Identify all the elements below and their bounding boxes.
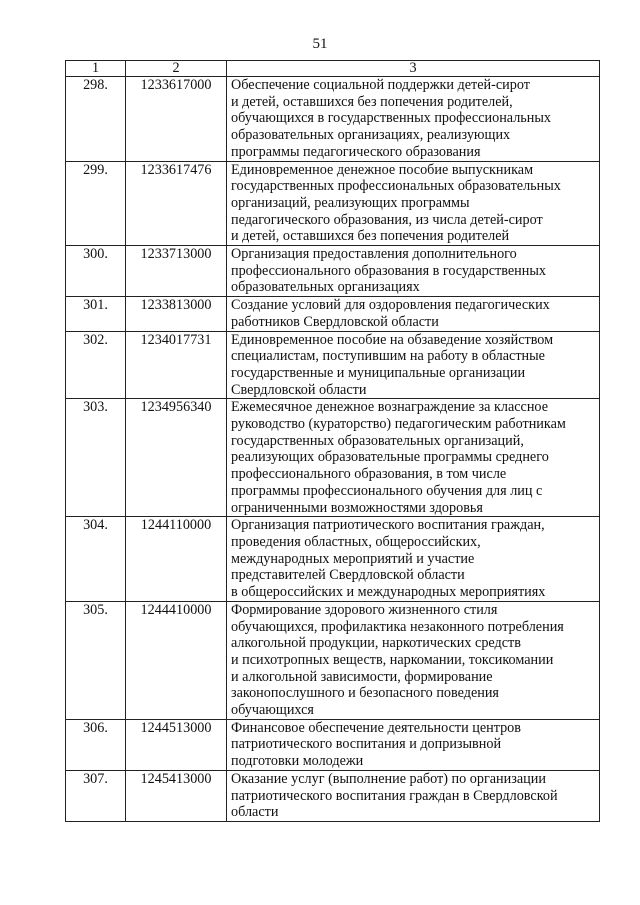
name-line: государственных образовательных организаций, — [231, 432, 524, 449]
row-number-cell: 304. — [66, 517, 126, 602]
name-line: проведения областных, общероссийских, — [231, 533, 481, 550]
name-line: и психотропных веществ, наркомании, токсикомании — [231, 651, 554, 668]
name-cell — [227, 601, 600, 719]
name-cell — [227, 297, 600, 331]
table-row — [66, 719, 600, 770]
table-row — [66, 770, 600, 821]
table-row — [66, 161, 600, 246]
row-number-cell: 300. — [66, 246, 126, 297]
name-line: Единовременное пособие на обзаведение хозяйством — [231, 331, 554, 348]
name-cell — [227, 331, 600, 399]
row-number-cell: 305. — [66, 601, 126, 719]
table-row — [66, 399, 600, 517]
code-cell: 1233713000 — [126, 246, 227, 297]
name-line: реализующих образовательные программы среднего — [231, 449, 549, 466]
row-number-cell: 302. — [66, 331, 126, 399]
name-line: Единовременное денежное пособие выпускникам — [231, 161, 534, 178]
table-row — [66, 601, 600, 719]
column-header-2: 2 — [126, 61, 227, 77]
name-line: Организация предоставления дополнительного — [231, 246, 517, 263]
name-line: и детей, оставшихся без попечения родителей — [231, 228, 510, 245]
row-number-cell: 307. — [66, 770, 126, 821]
name-line: законопослушного и безопасного поведения — [231, 685, 499, 702]
name-line: представителей Свердловской области — [231, 567, 465, 584]
name-cell — [227, 161, 600, 246]
column-header-1: 1 — [66, 61, 126, 77]
table-row — [66, 331, 600, 399]
name-line: программы профессионального обучения для лиц с — [231, 482, 543, 499]
name-cell — [227, 770, 600, 821]
name-line: ограниченными возможностями здоровья — [231, 499, 483, 516]
code-cell: 1233813000 — [126, 297, 227, 331]
name-cell — [227, 719, 600, 770]
code-cell: 1233617000 — [126, 77, 227, 162]
name-line: Обеспечение социальной поддержки детей-сирот — [231, 77, 530, 93]
name-cell — [227, 399, 600, 517]
table-row — [66, 77, 600, 162]
row-number-cell: 301. — [66, 297, 126, 331]
name-line: Формирование здорового жизненного стиля — [231, 601, 498, 618]
name-line: Ежемесячное денежное вознаграждение за классное — [231, 399, 548, 416]
table-row — [66, 246, 600, 297]
code-cell: 1244110000 — [126, 517, 227, 602]
name-line: руководство (кураторство) педагогическим работникам — [231, 416, 566, 433]
row-number-cell: 298. — [66, 77, 126, 162]
name-line: обучающихся в государственных профессиональных — [231, 110, 552, 127]
code-cell: 1244513000 — [126, 719, 227, 770]
name-line: Свердловской области — [231, 381, 367, 398]
page-number: 51 — [312, 36, 328, 52]
row-number-cell: 299. — [66, 161, 126, 246]
name-line: Создание условий для оздоровления педагогических — [231, 297, 550, 314]
budget-codes-table — [65, 60, 600, 822]
name-line: международных мероприятий и участие — [231, 550, 475, 567]
table-header-row — [66, 61, 600, 77]
code-cell: 1233617476 — [126, 161, 227, 246]
name-line: Организация патриотического воспитания граждан, — [231, 517, 545, 534]
name-line: и детей, оставшихся без попечения родителей, — [231, 93, 513, 110]
table-row — [66, 297, 600, 331]
name-line: государственные и муниципальные организации — [231, 364, 526, 381]
name-line: государственных профессиональных образовательных — [231, 178, 561, 195]
name-cell — [227, 77, 600, 162]
name-line: подготовки молодежи — [231, 753, 364, 770]
name-line: образовательных организациях — [231, 279, 420, 296]
name-cell — [227, 517, 600, 602]
name-line: в общероссийских и международных мероприятиях — [231, 584, 546, 601]
name-line: специалистам, поступившим на работу в областные — [231, 348, 545, 365]
name-line: педагогического образования, из числа детей-сирот — [231, 211, 543, 228]
name-line: работников Свердловской области — [231, 313, 439, 330]
row-number-cell: 306. — [66, 719, 126, 770]
name-line: Финансовое обеспечение деятельности центров — [231, 719, 521, 736]
name-line: организаций, реализующих программы — [231, 194, 470, 211]
name-line: программы педагогического образования — [231, 143, 481, 160]
name-line: Оказание услуг (выполнение работ) по организации — [231, 770, 546, 787]
name-line: и алкогольной зависимости, формирование — [231, 668, 493, 685]
name-line: области — [231, 804, 279, 821]
name-line: обучающихся, профилактика незаконного потребления — [231, 618, 564, 635]
code-cell: 1234956340 — [126, 399, 227, 517]
code-cell: 1244410000 — [126, 601, 227, 719]
row-number-cell: 303. — [66, 399, 126, 517]
name-line: профессионального образования в государственных — [231, 262, 546, 279]
code-cell: 1234017731 — [126, 331, 227, 399]
name-line: обучающихся — [231, 702, 314, 719]
table-row — [66, 517, 600, 602]
name-line: образовательных организациях, реализующих — [231, 127, 511, 144]
name-line: патриотического воспитания граждан в Свердловской — [231, 787, 558, 804]
name-line: профессионального образования, в том числе — [231, 466, 507, 483]
name-line: алкогольной продукции, наркотических средств — [231, 635, 521, 652]
name-line: патриотического воспитания и допризывной — [231, 736, 502, 753]
code-cell: 1245413000 — [126, 770, 227, 821]
column-header-3: 3 — [227, 61, 600, 77]
name-cell — [227, 246, 600, 297]
